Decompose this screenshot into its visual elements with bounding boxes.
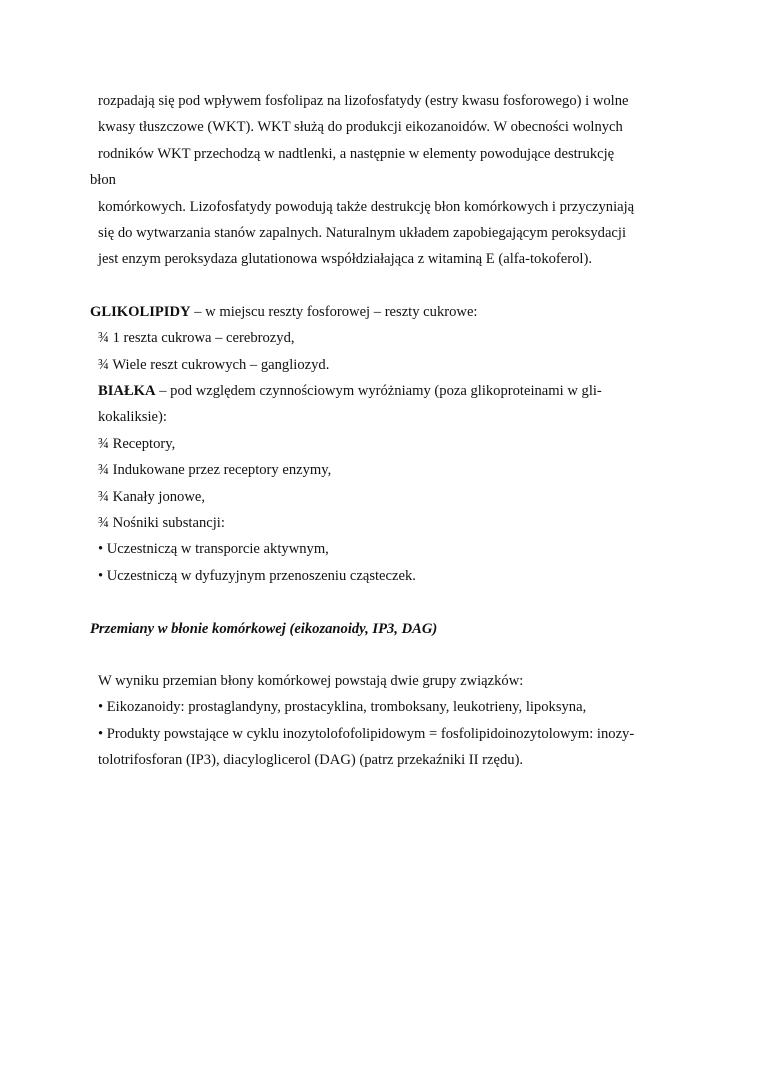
text-line: tolotrifosforan (IP3), diacyloglicerol (DAG) (patrz przekaźniki II rzędu). xyxy=(98,752,524,768)
list-item: • Uczestniczą w dyfuzyjnym przenoszeniu cząsteczek. xyxy=(98,568,416,584)
list-item: • Uczestniczą w transporcie aktywnym, xyxy=(98,541,329,557)
text-line: kwasy tłuszczowe (WKT). WKT służą do produkcji eikozanoidów. W obecności wolnych xyxy=(98,119,623,135)
text-line: się do wytwarzania stanów zapalnych. Naturalnym układem zapobiegającym peroksydacji xyxy=(98,225,627,241)
text-line: rodników WKT przechodzą w nadtlenki, a następnie w elementy powodujące destrukcję xyxy=(98,146,615,162)
list-item: ¾ Indukowane przez receptory enzymy, xyxy=(98,462,332,478)
glikolipidy-text: – w miejscu reszty fosforowej – reszty cukrowe: xyxy=(190,304,478,320)
list-item: ¾ Receptory, xyxy=(98,436,176,452)
text-line: W wyniku przemian błony komórkowej powstają dwie grupy związków: xyxy=(98,673,524,689)
text-line: jest enzym peroksydaza glutationowa współdziałająca z witaminą E (alfa-tokoferol). xyxy=(98,251,592,267)
list-item: ¾ 1 reszta cukrowa – cerebrozyd, xyxy=(98,330,295,346)
bialka-term: BIAŁKA xyxy=(98,383,156,399)
text-line: komórkowych. Lizofosfatydy powodują także destrukcję błon komórkowych i przyczyniają xyxy=(98,199,635,215)
text-line: kokaliksie): xyxy=(98,409,167,425)
text-line: rozpadają się pod wpływem fosfolipaz na lizofosfatydy (estry kwasu fosforowego) i wolne xyxy=(98,93,629,109)
section-heading: Przemiany w błonie komórkowej (eikozanoidy, IP3, DAG) xyxy=(90,621,438,637)
bialka-text: – pod względem czynnościowym wyróżniamy (poza glikoproteinami w gli- xyxy=(155,383,602,399)
list-item: ¾ Kanały jonowe, xyxy=(98,489,205,505)
list-item: • Eikozanoidy: prostaglandyny, prostacyklina, tromboksany, leukotrieny, lipoksyna, xyxy=(98,699,587,715)
glikolipidy-term: GLIKOLIPIDY xyxy=(90,304,191,320)
bialka-line xyxy=(98,381,602,401)
list-item: ¾ Nośniki substancji: xyxy=(98,515,225,531)
list-item: ¾ Wiele reszt cukrowych – gangliozyd. xyxy=(98,357,330,373)
list-item: • Produkty powstające w cyklu inozytolofofolipidowym = fosfolipidoinozytolowym: inozy- xyxy=(98,726,635,742)
glikolipidy-line xyxy=(90,302,478,322)
text-line: błon xyxy=(90,172,116,188)
